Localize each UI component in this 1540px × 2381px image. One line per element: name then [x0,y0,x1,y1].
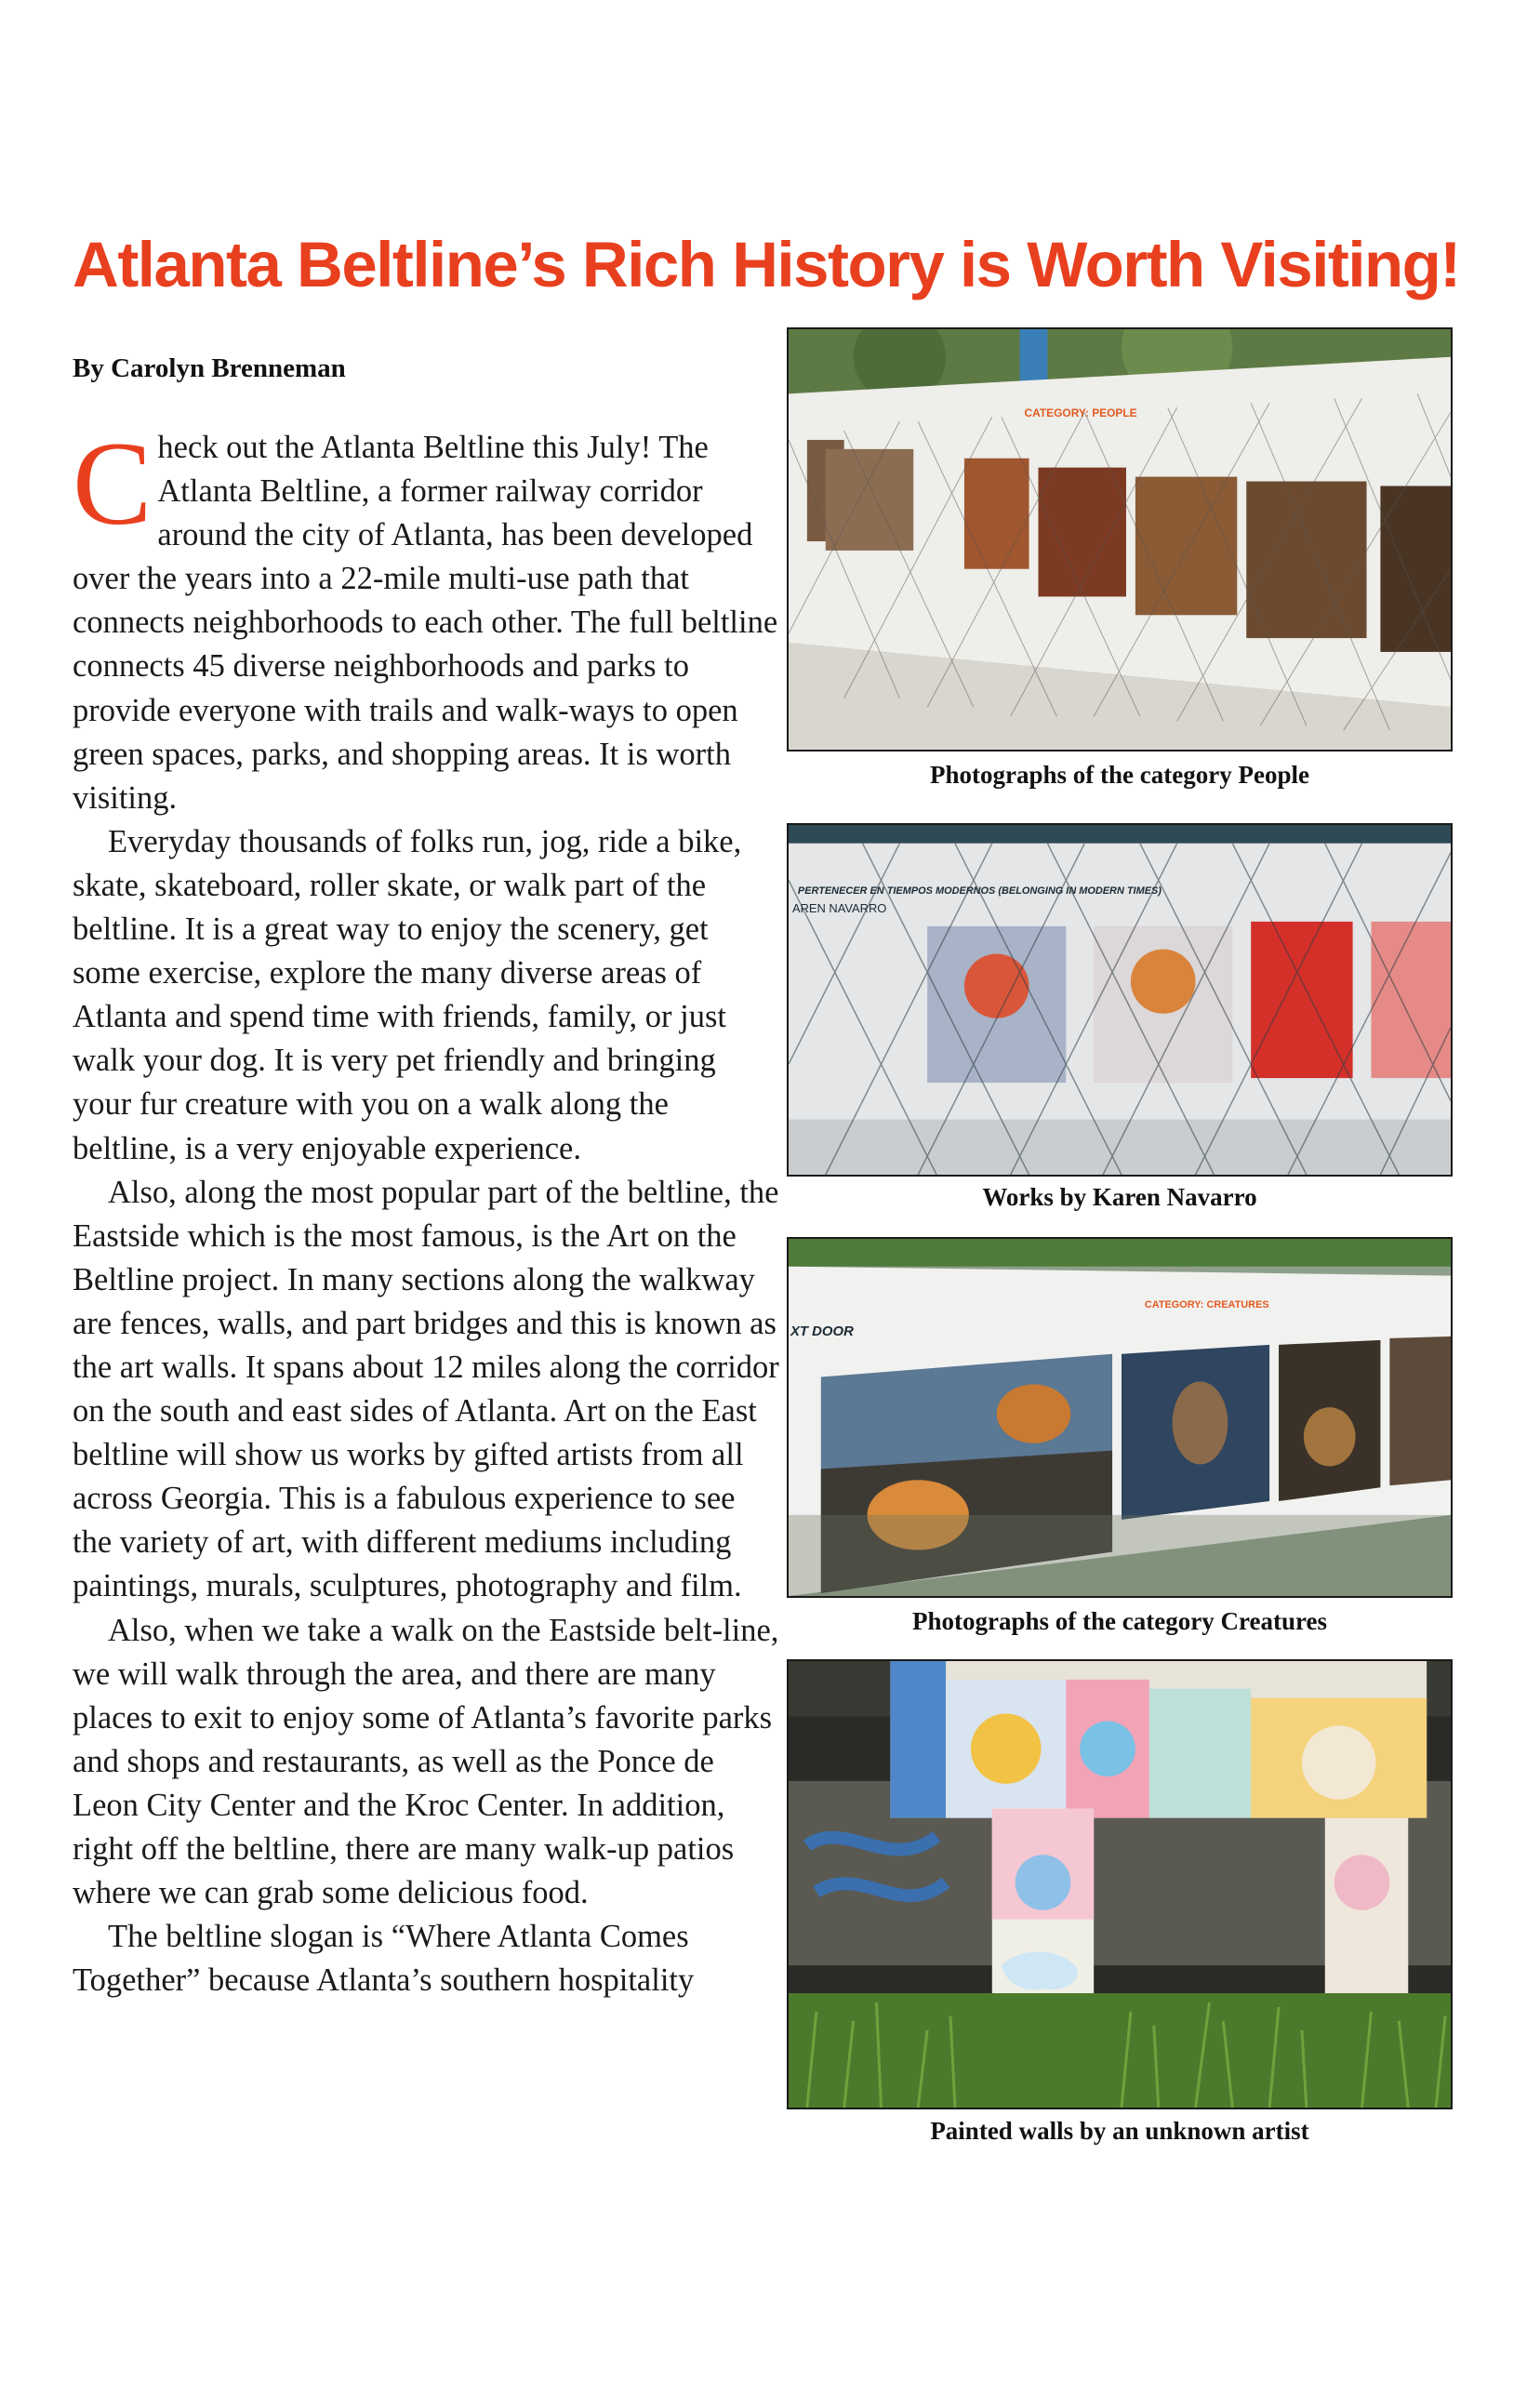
article-paragraph-4: Also, when we take a walk on the Eastside belt-line, we will walk through the area, and there are many places to exit to enjoy some of Atlanta’s favorite parks and shops and restaurants, as well as the Ponce de Leon City Center and the Kroc Center. In addition, right off the beltline, there are many walk-up patios where we can grab some delicious food. [73,1612,779,1911]
photo-creatures-category [787,1237,1453,1598]
photo-painted-walls [787,1659,1453,2109]
article-paragraph-3: Also, along the most popular part of the beltline, the Eastside which is the most famous, is the Art on the Beltline project. In many sections along the walkway are fences, walls, and part bridges and this is known as the art walls. It spans about 12 miles along the corridor on the south and east sides of Atlanta. Art on the East beltline will show us works by gifted artists from all across Georgia. This is a fabulous experience to see the variety of art, with different mediums including paintings, murals, sculptures, photography and film. [73,1174,779,1604]
caption-painted-walls: Painted walls by an unknown artist [930,2117,1309,2145]
banner-text: CATEGORY: CREATURES [1144,1299,1269,1311]
people-banner-illustration [789,329,1451,750]
article-paragraph-1: Check out the Atlanta Beltline this July! The Atlanta Beltline, a former railway corridor around the city of Atlanta, has been developed over the years into a 22-mile multi-use path that connects neighborhoods to each other. The full beltline connects 45 diverse neighborhoods and parks to provide everyone with trails and walk-ways to open green spaces, parks, and shopping areas. It is worth visiting. [73,418,778,816]
banner-side-text: XT DOOR [790,1324,854,1339]
banner-text: PERTENECER EN TIEMPOS MODERNOS (BELONGING IN MODERN TIMES) [797,885,1162,898]
article-paragraph-2: Everyday thousands of folks run, jog, ride a bike, skate, skateboard, roller skate, or walk part of the beltline. It is a great way to enjoy the scenery, get some exercise, explore the many diverse areas of Atlanta and spend time with friends, family, or just walk your dog. It is very pet friendly and bringing your fur creature with you on a walk along the beltline, is a very enjoyable experience. [73,823,742,1166]
photo-people-category [787,327,1453,752]
article-title: Atlanta Beltline’s Rich History is Worth Visiting! [73,229,1460,300]
painted-walls-illustration [789,1661,1451,2108]
article-paragraph-5: The beltline slogan is “Where Atlanta Comes Together” because Atlanta’s southern hospitality [73,1919,695,1999]
banner-subtext: AREN NAVARRO [791,901,887,915]
banner-text: CATEGORY: PEOPLE [1024,406,1137,420]
photo-karen-navarro [787,823,1453,1177]
navarro-banner-illustration [789,825,1451,1175]
creatures-banner-illustration [789,1239,1451,1596]
caption-creatures: Photographs of the category Creatures [912,1607,1327,1635]
caption-navarro: Works by Karen Navarro [982,1183,1257,1211]
caption-people: Photographs of the category People [930,761,1309,789]
article-byline: By Carolyn Brenneman [73,353,346,383]
article-body [73,418,779,2002]
drop-cap: C [73,418,153,550]
